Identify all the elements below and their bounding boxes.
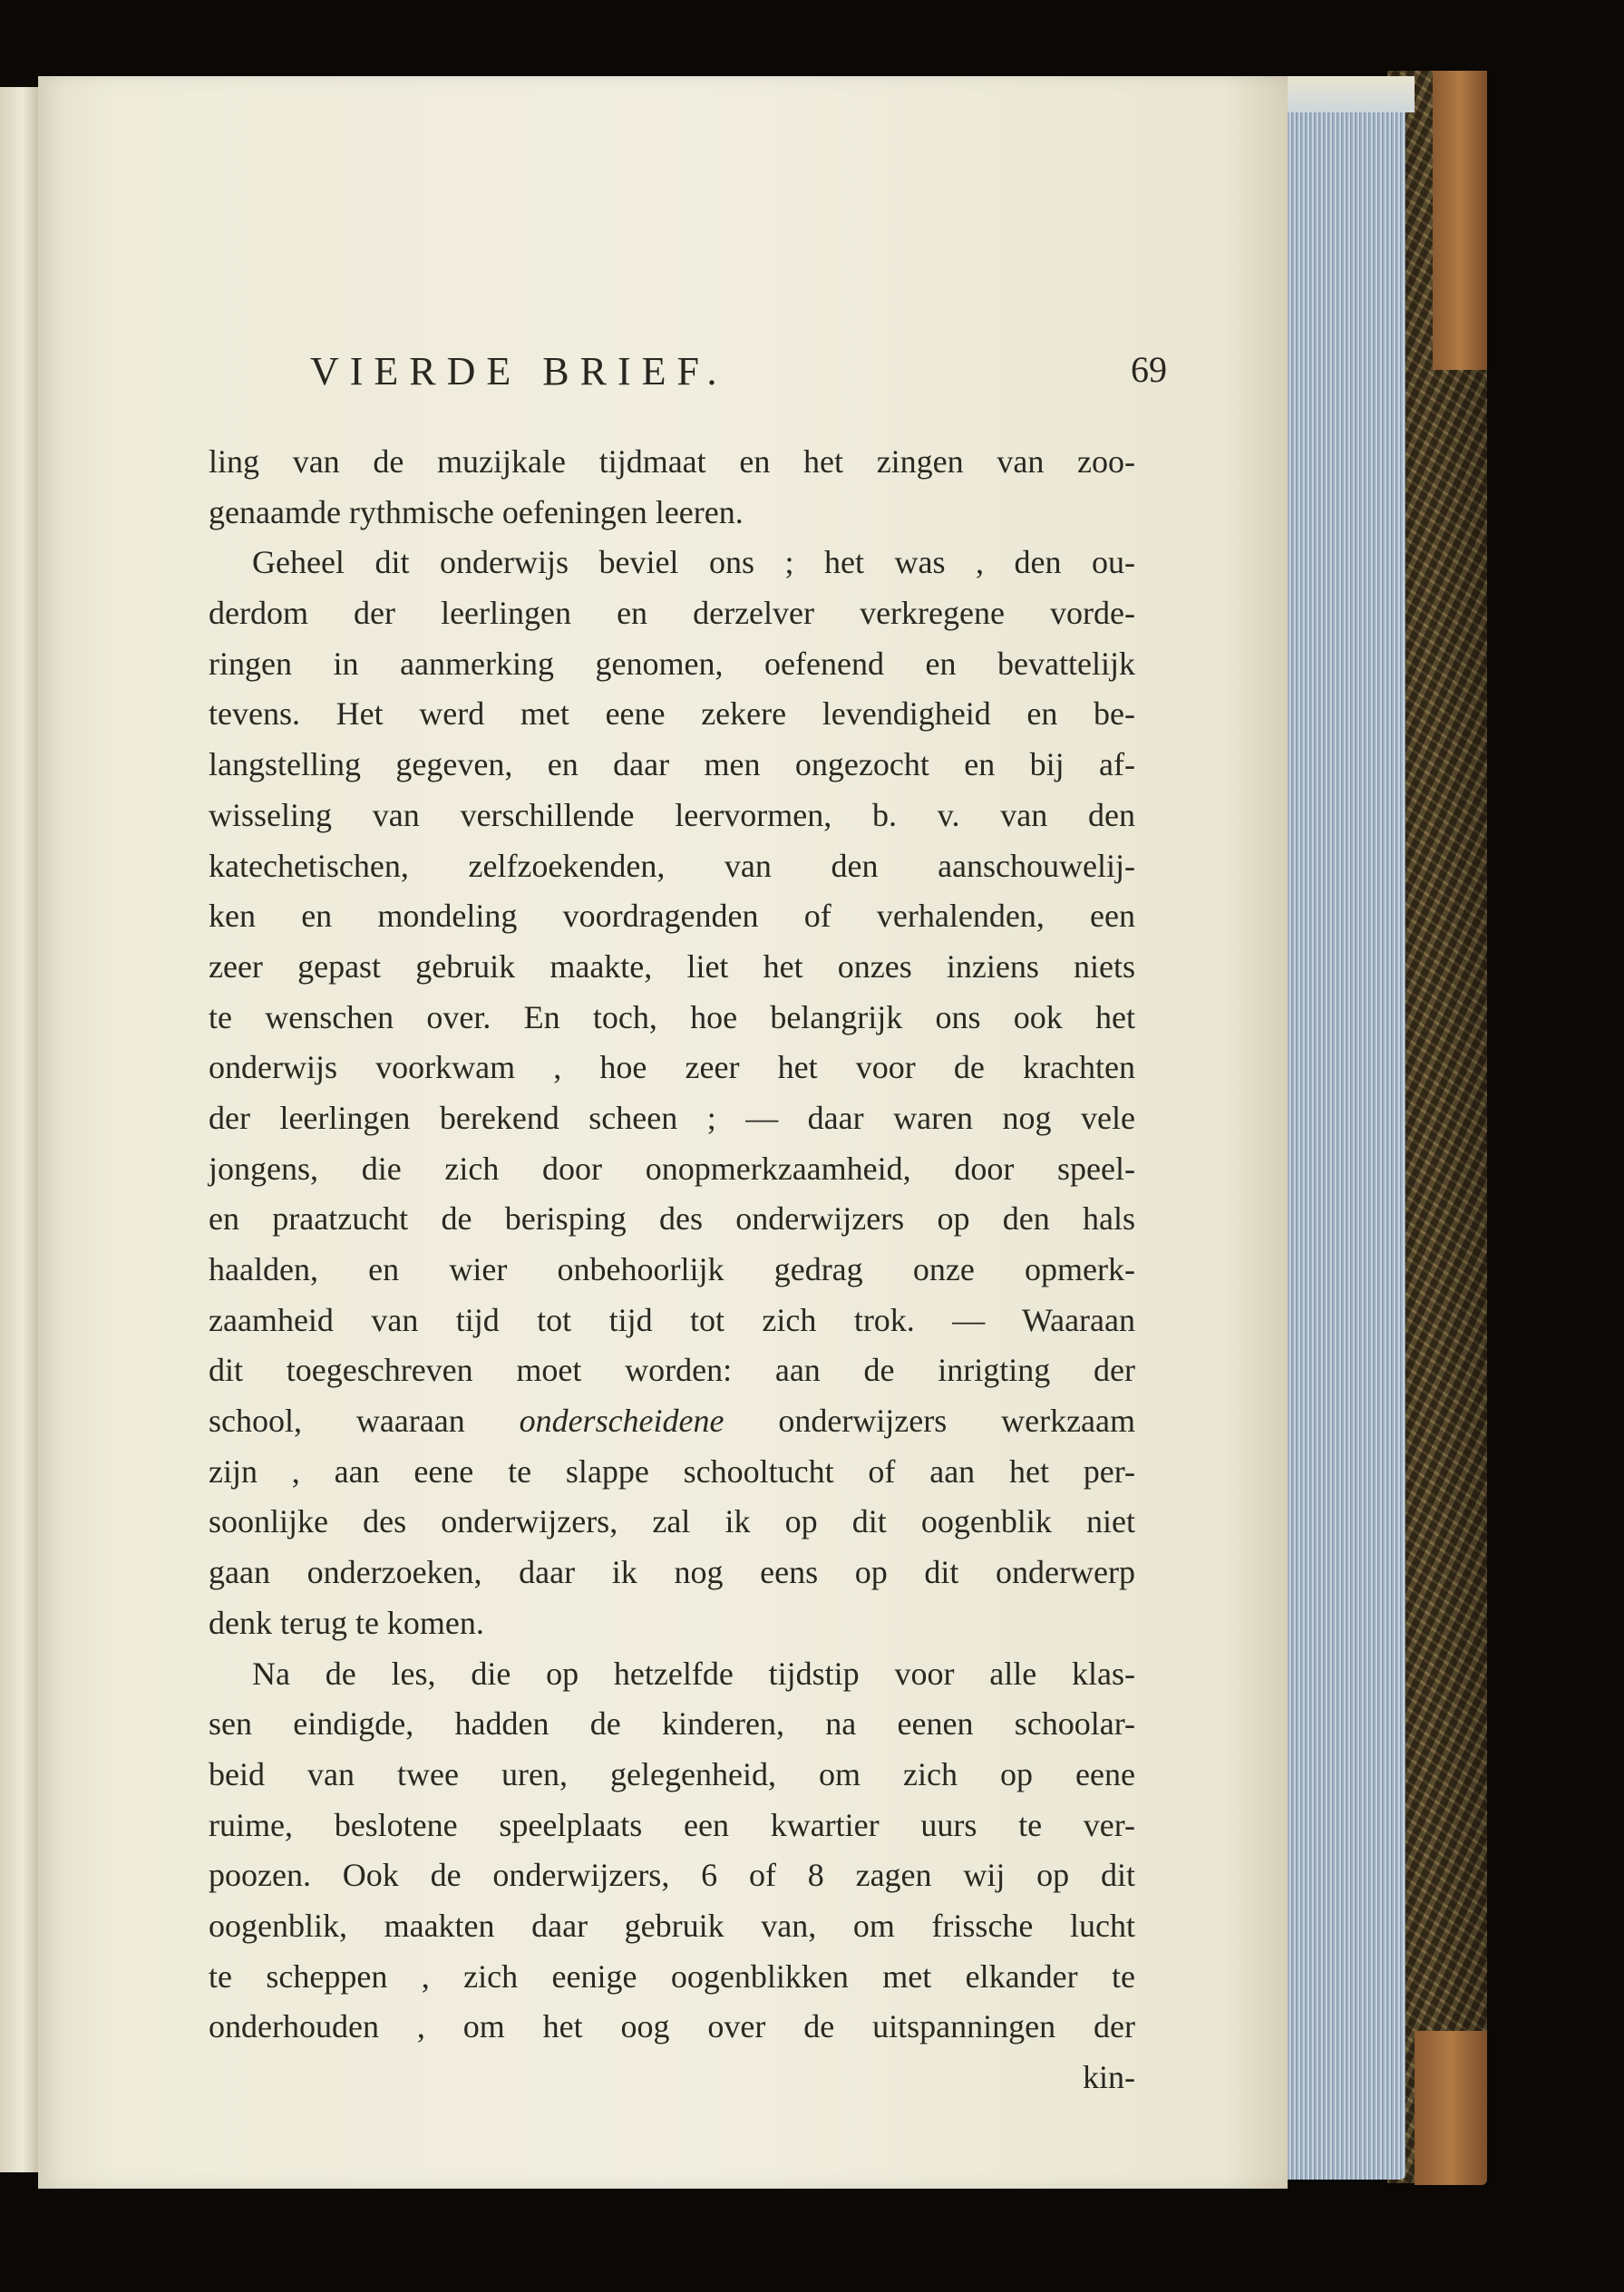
text-line: zaamheid van tijd tot tijd tot zich trok. — Waaraan: [209, 1301, 1135, 1338]
text-line: te scheppen , zich eenige oogenblikken met elkander te: [209, 1957, 1135, 1995]
catchword: kin-: [1083, 2059, 1135, 2095]
text-line: langstelling gegeven, en daar men ongezocht en bij af-: [209, 746, 1135, 783]
text-line: ringen in aanmerking genomen, oefenend en bevattelijk: [209, 645, 1135, 682]
page-stack-edges: [1269, 76, 1405, 2180]
text-line: derdom der leerlingen en derzelver verkregene vorde-: [209, 595, 1135, 632]
left-page-edge: [0, 87, 38, 2172]
running-head: VIERDE BRIEF.: [310, 349, 728, 393]
text-line: oogenblik, maakten daar gebruik van, om frissche lucht: [209, 1907, 1135, 1944]
text-line: katechetischen, zelfzoekenden, van den aanschouwelij-: [209, 847, 1135, 884]
text-segment: onderwijzers werkzaam: [724, 1403, 1136, 1440]
text-line: ling van de muzijkale tijdmaat en het zingen van zoo-: [209, 443, 1135, 480]
text-line: haalden, en wier onbehoorlijk gedrag onze opmerk-: [209, 1251, 1135, 1287]
text-line: denk terug te komen.: [209, 1604, 484, 1641]
text-line: dit toegeschreven moet worden: aan de inrigting der: [209, 1352, 1135, 1389]
text-line: soonlijke des onderwijzers, zal ik op dit oogenblik niet: [209, 1503, 1135, 1540]
text-line: wisseling van verschillende leervormen, b. v. van den: [209, 796, 1135, 833]
text-line: en praatzucht de berisping des onderwijzers op den hals: [209, 1200, 1135, 1238]
text-line: gaan onderzoeken, daar ik nog eens op dit onderwerp: [209, 1554, 1135, 1591]
text-line: zijn , aan eene te slappe schooltucht of aan het per-: [209, 1452, 1135, 1490]
text-line: genaamde rythmische oefeningen leeren.: [209, 493, 744, 530]
leather-corner-top: [1433, 71, 1487, 370]
text-line-with-italic: [209, 1396, 1135, 1447]
page-number: 69: [1131, 349, 1167, 390]
page-header: [310, 348, 1167, 403]
page-stack-top: [1269, 76, 1415, 112]
leather-corner-bottom: [1415, 2031, 1487, 2185]
text-line: zeer gepast gebruik maakte, liet het onzes inziens niets: [209, 947, 1135, 985]
text-segment: school, waaraan: [209, 1403, 520, 1440]
text-line: tevens. Het werd met eene zekere levendigheid en be-: [209, 695, 1135, 733]
text-line: jongens, die zich door onopmerkzaamheid, door speel-: [209, 1150, 1135, 1187]
text-line: ruime, beslotene speelplaats een kwartier uurs te ver-: [209, 1806, 1135, 1843]
text-line: der leerlingen berekend scheen ; — daar waren nog vele: [209, 1099, 1135, 1136]
text-line: onderhouden , om het oog over de uitspanningen der: [209, 2008, 1135, 2045]
paragraph-start-line: Geheel dit onderwijs beviel ons ; het was , den ou-: [252, 544, 1135, 581]
italic-word: onderscheidene: [519, 1403, 724, 1440]
body-text: [209, 437, 1135, 2103]
text-line: poozen. Ook de onderwijzers, 6 of 8 zagen wij op dit: [209, 1857, 1135, 1894]
text-line: onderwijs voorkwam , hoe zeer het voor de krachten: [209, 1049, 1135, 1086]
text-line: te wenschen over. En toch, hoe belangrijk ons ook het: [209, 998, 1135, 1035]
text-line: sen eindigde, hadden de kinderen, na eenen schoolar-: [209, 1705, 1135, 1743]
text-line: ken en mondeling voordragenden of verhalenden, een: [209, 898, 1135, 935]
book-page: [38, 76, 1288, 2189]
text-line: beid van twee uren, gelegenheid, om zich op eene: [209, 1755, 1135, 1792]
paragraph-start-line: Na de les, die op hetzelfde tijdstip voor alle klas-: [252, 1655, 1135, 1692]
